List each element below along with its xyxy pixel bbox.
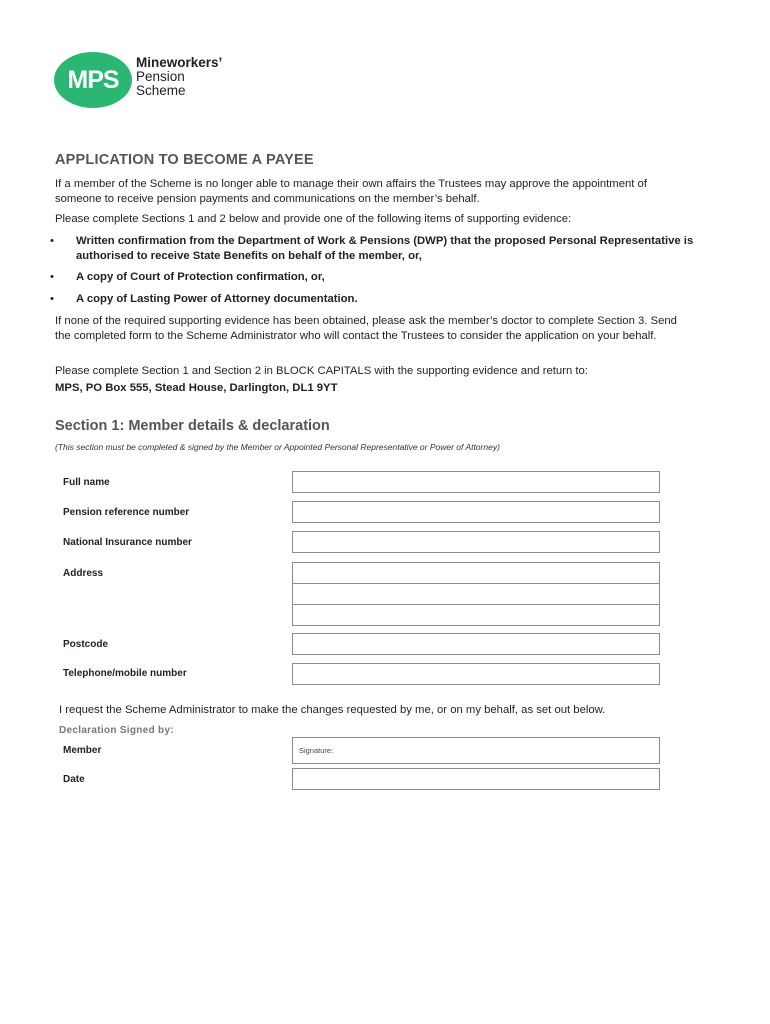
- pension-reference-field[interactable]: [292, 501, 660, 523]
- signature-hint: Signature:: [299, 746, 334, 755]
- request-statement: I request the Scheme Administrator to make the changes requested by me, or on my behalf, as set out below.: [59, 704, 606, 716]
- national-insurance-field[interactable]: [292, 531, 660, 553]
- mps-logo: [54, 52, 254, 110]
- section-1-note: (This section must be completed & signed by the Member or Appointed Personal Representative or Power of Attorney): [55, 442, 500, 452]
- full-name-label: Full name: [63, 477, 110, 488]
- evidence-item-text: Written confirmation from the Department of Work & Pensions (DWP) that the proposed Personal Representative is authorised to receive State Benefits on behalf of the member, or,: [76, 235, 694, 262]
- bullet-icon: •: [50, 271, 54, 283]
- logo-line-3: Scheme: [136, 83, 186, 98]
- evidence-item: [50, 292, 700, 307]
- intro-paragraph-3: If none of the required supporting evidence has been obtained, please ask the member’s doctor to complete Section 3. Send the completed form to the Scheme Administrator who will contact the Trustees to consider the application on your behalf.: [55, 315, 677, 342]
- date-label: Date: [63, 774, 85, 785]
- evidence-item-text: A copy of Lasting Power of Attorney documentation.: [76, 292, 358, 305]
- evidence-list: [50, 234, 700, 313]
- bullet-icon: •: [50, 292, 54, 305]
- intro-paragraph-1: If a member of the Scheme is no longer able to manage their own affairs the Trustees may approve the appointment of someone to receive pension payments and communications on the member’s behalf.: [55, 178, 647, 205]
- page-title: APPLICATION TO BECOME A PAYEE: [55, 152, 314, 168]
- evidence-item: [50, 234, 700, 263]
- telephone-label: Telephone/mobile number: [63, 668, 187, 679]
- address-line-3-field[interactable]: [292, 604, 660, 626]
- member-signature-field[interactable]: [292, 737, 660, 764]
- logo-wordmark: [136, 56, 222, 98]
- date-field[interactable]: [292, 768, 660, 790]
- return-address: MPS, PO Box 555, Stead House, Darlington, DL1 9YT: [55, 382, 338, 394]
- postcode-field[interactable]: [292, 633, 660, 655]
- section-1-title: Section 1: Member details & declaration: [55, 418, 330, 434]
- telephone-field[interactable]: [292, 663, 660, 685]
- evidence-item: [50, 270, 700, 285]
- address-line-1-field[interactable]: [292, 562, 660, 584]
- pension-reference-label: Pension reference number: [63, 507, 190, 518]
- address-line-2-field[interactable]: [292, 583, 660, 605]
- address-label: Address: [63, 568, 104, 579]
- logo-badge: MPS: [54, 52, 132, 108]
- bullet-icon: •: [50, 235, 54, 247]
- intro-paragraph-2: Please complete Sections 1 and 2 below and provide one of the following items of supporting evidence:: [55, 213, 572, 225]
- logo-line-1: Mineworkers’: [136, 55, 223, 70]
- full-name-field[interactable]: [292, 471, 660, 493]
- evidence-item-text: A copy of Court of Protection confirmation, or,: [76, 271, 325, 283]
- logo-line-2: Pension: [136, 69, 185, 84]
- postcode-label: Postcode: [63, 639, 109, 650]
- declaration-label: Declaration Signed by:: [59, 725, 174, 736]
- intro-paragraph-4: Please complete Section 1 and Section 2 in BLOCK CAPITALS with the supporting evidence and return to:: [55, 365, 588, 377]
- national-insurance-label: National Insurance number: [63, 537, 192, 548]
- member-label: Member: [63, 745, 102, 756]
